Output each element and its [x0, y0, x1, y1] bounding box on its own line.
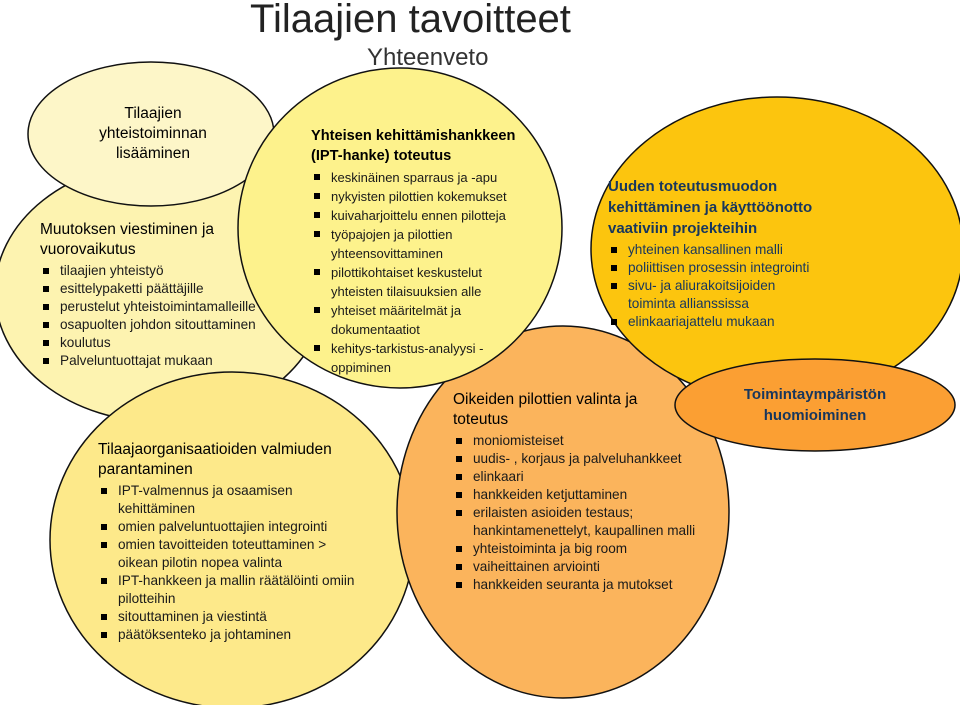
list-item: keskinäinen sparraus ja -apu	[311, 168, 541, 187]
pilotit-heading: Oikeiden pilottien valinta ja toteutus	[453, 391, 638, 428]
yhteistoiminta-heading: Tilaajien yhteistoiminnan lisääminen	[99, 105, 207, 162]
page-subtitle: Yhteenveto	[367, 44, 489, 71]
list-item: Palveluntuottajat mukaan	[40, 352, 276, 370]
list-item: vaiheittainen arviointi	[453, 558, 693, 576]
list-item: elinkaariajattelu mukaan	[608, 313, 840, 331]
valmiudet-heading: Tilaajaorganisaatioiden valmiuden parantaminen	[98, 441, 332, 478]
viestinta-heading: Muutoksen viestiminen ja vuorovaikutus	[40, 221, 215, 258]
list-item: yhteiset määritelmät ja dokumentaatiot	[311, 301, 501, 339]
list-item: yhteinen kansallinen malli	[608, 241, 840, 259]
toteutusmuoto-heading: Uuden toteutusmuodon kehittäminen ja käyttöönotto vaativiin projekteihin	[608, 178, 813, 237]
list-item: poliittisen prosessin integrointi	[608, 259, 840, 277]
list-item: yhteistoiminta ja big room	[453, 540, 693, 558]
list-item: nykyisten pilottien kokemukset	[311, 187, 541, 206]
valmiudet-text	[98, 440, 378, 644]
toteutusmuoto-list	[608, 241, 840, 331]
ipt-heading: Yhteisen kehittämishankkeen (IPT-hanke) toteutus	[311, 128, 516, 164]
list-item: kehitys-tarkistus-analyysi -oppiminen	[311, 339, 521, 377]
ipt-text	[311, 126, 541, 377]
list-item: esittelypaketti päättäjille	[40, 280, 276, 298]
viestinta-list	[40, 262, 276, 370]
list-item: tilaajien yhteistyö	[40, 262, 276, 280]
list-item: pilottikohtaiset keskustelut yhteisten tilaisuuksien alle	[311, 263, 521, 301]
pilotit-list	[453, 432, 696, 594]
list-item: koulutus	[40, 334, 276, 352]
list-item: moniomisteiset	[453, 432, 693, 450]
list-item: kuivaharjoittelu ennen pilotteja	[311, 206, 541, 225]
list-item: IPT-valmennus ja osaamisen kehittäminen	[98, 482, 318, 518]
valmiudet-list	[98, 482, 378, 644]
list-item: IPT-hankkeen ja mallin räätälöinti omiin pilotteihin	[98, 572, 378, 608]
list-item: omien tavoitteiden toteuttaminen > oikean pilotin nopea valinta	[98, 536, 358, 572]
ipt-list	[311, 168, 541, 377]
list-item: työpajojen ja pilottien yhteensovittaminen	[311, 225, 491, 263]
pilotit-text	[453, 390, 696, 594]
yhteistoiminta-text	[86, 104, 220, 164]
list-item: hankkeiden seuranta ja mutokset	[453, 576, 693, 594]
list-item: sivu- ja aliurakoitsijoiden toiminta allianssissa	[608, 277, 808, 313]
list-item: osapuolten johdon sitouttaminen	[40, 316, 276, 334]
list-item: perustelut yhteistoimintamalleille	[40, 298, 276, 316]
page-title: Tilaajien tavoitteet	[250, 0, 571, 41]
list-item: uudis- , korjaus ja palveluhankkeet	[453, 450, 693, 468]
viestinta-text	[40, 220, 276, 370]
list-item: elinkaari	[453, 468, 693, 486]
toimintaymparisto-heading: Toimintaympäristön huomioiminen	[743, 386, 887, 424]
list-item: päätöksenteko ja johtaminen	[98, 626, 378, 644]
list-item: erilaisten asioiden testaus; hankintamenettelyt, kaupallinen malli	[453, 504, 698, 540]
list-item: omien palveluntuottajien integrointi	[98, 518, 378, 536]
toteutusmuoto-text	[608, 176, 840, 331]
toimintaymparisto-text	[735, 384, 895, 426]
list-item: sitouttaminen ja viestintä	[98, 608, 378, 626]
list-item: hankkeiden ketjuttaminen	[453, 486, 693, 504]
